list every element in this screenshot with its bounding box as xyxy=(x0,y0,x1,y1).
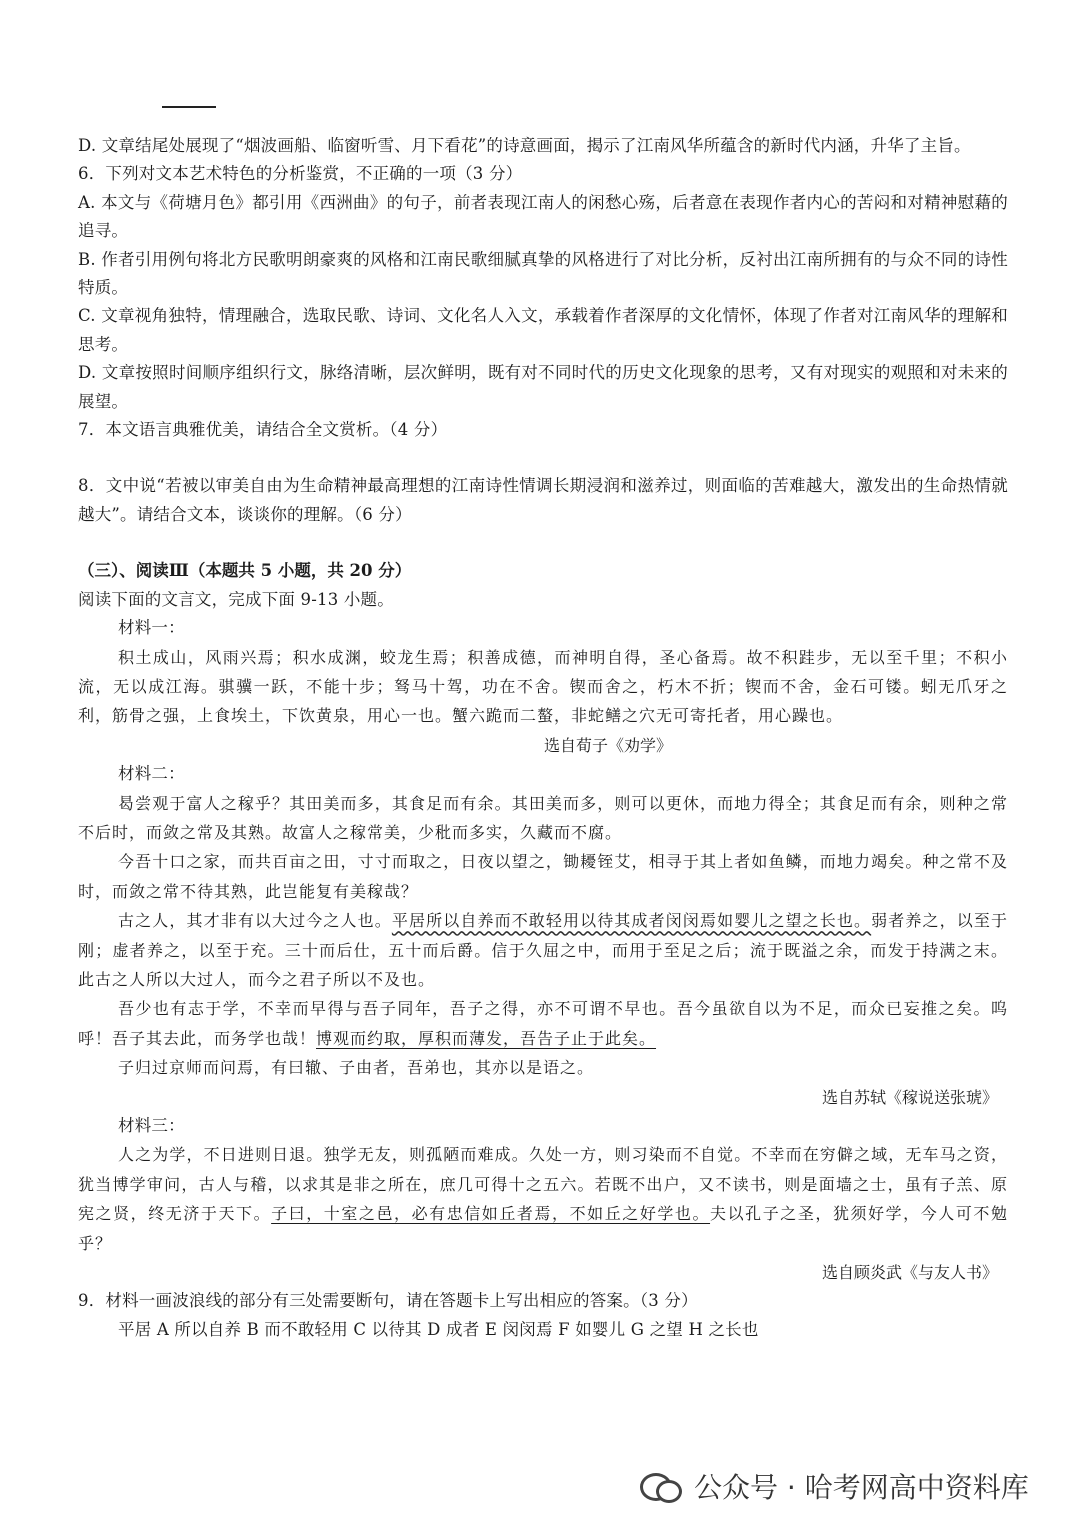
q9-stem: 9．材料一画波浪线的部分有三处需要断句，请在答题卡上写出相应的答案。（3 分） xyxy=(78,1291,698,1311)
q5-option-d: D. 文章结尾处展现了“烟波画船、临窗听雪、月下看花”的诗意画面，揭示了江南风华所蕴含的新时代内涵，升华了主旨。 xyxy=(78,136,971,155)
q9-sentence-options: 平居 A 所以自养 B 而不敢轻用 C 以待其 D 成者 E 闵闵焉 F 如婴儿 G 之望 H 之长也 xyxy=(118,1319,759,1339)
material2-para3-tail: 弱者养之，以至于刚；虚者养之，以至于充。三十而后仕，五十而后爵。信于久屈之中，而用于至足之后；流于既溢之余，而发于持满之末。此古之人所以大过人，而今之君子所以不及也。 xyxy=(78,911,1008,989)
material2-para3 xyxy=(78,906,1008,994)
material3-label: 材料三： xyxy=(118,1116,185,1135)
q6-option-b: B. 作者引用例句将北方民歌明朗豪爽的风格和江南民歌细腻真挚的风格进行了对比分析，反衬出江南所拥有的与众不同的诗性特质。 xyxy=(78,249,1008,298)
q7-stem: 7．本文语言典雅优美，请结合全文赏析。（4 分） xyxy=(78,420,448,440)
material2-para5: 子归过京师而问焉，有曰辙、子由者，吾弟也，其亦以是语之。 xyxy=(118,1058,595,1078)
material1-label: 材料一： xyxy=(118,618,185,638)
material2-source: 选自苏轼《稼说送张琥》 xyxy=(821,1087,998,1107)
underlined-sentence-2: 子曰，十室之邑，必有忠信如丘者焉，不如丘之好学也。 xyxy=(271,1204,711,1224)
material1-source: 选自荀子《劝学》 xyxy=(544,735,673,755)
section3-intro: 阅读下面的文言文，完成下面 9-13 小题。 xyxy=(78,589,394,609)
material1-text: 积土成山，风雨兴焉；积水成渊，蛟龙生焉；积善成德，而神明自得，圣心备焉。故不积跬步，无以至千里；不积小流，无以成江海。骐骥一跃，不能十步；驽马十驾，功在不舍。锲而舍之，朽木不折；锲而不舍，金石可镂。蚓无爪牙之利，筋骨之强，上食埃土，下饮黄泉，用心一也。蟹六跪而二螯，非蛇鳝之穴无可寄托者，用心躁也。 xyxy=(78,647,1008,726)
material2-label: 材料二： xyxy=(118,764,185,784)
section3-title: （三）、阅读Ⅲ（本题共 5 小题，共 20 分） xyxy=(78,561,412,581)
material2-para1: 曷尝观于富人之稼乎？其田美而多，其食足而有余。其田美而多，则可以更休，而地力得全；其食足而有余，则种之常不后时，而敛之常及其熟。故富人之稼常美，少秕而多实，久藏而不腐。 xyxy=(78,793,1008,842)
material3-para1 xyxy=(78,1140,1008,1258)
material3-para1-tail: 夫以孔子之圣，犹须好学，今人可不勉乎？ xyxy=(78,1204,1008,1253)
material3-para1-lead: 人之为学，不日进则日退。独学无友，则孤陋而难成。久处一方，则习染而不自觉。不幸而在穷僻之域，无车马之资，犹当博学审问，古人与稽，以求其是非之所在，庶几可得十之五六。若既不出户，又不读书，则是面墙之士，虽有子羔、原宪之贤，终无济于天下。 xyxy=(78,1145,1008,1224)
q6-option-d: D. 文章按照时间顺序组织行文，脉络清晰，层次鲜明，既有对不同时代的历史文化现象的思考，又有对现实的观照和对未来的展望。 xyxy=(78,363,1008,411)
wechat-watermark xyxy=(640,1466,1029,1506)
wechat-icon xyxy=(640,1471,682,1501)
q6-option-c: C. 文章视角独特，情理融合，选取民歌、诗词、文化名人入文，承载着作者深厚的文化情怀，体现了作者对江南风华的理解和思考。 xyxy=(78,306,1008,354)
material3-source: 选自顾炎武《与友人书》 xyxy=(821,1263,998,1283)
underlined-sentence-1: 博观而约取，厚积而薄发，吾告子止于此矣。 xyxy=(316,1028,657,1048)
wavy-underlined-sentence: 平居所以自养而不敢轻用以待其成者闵闵焉如婴儿之望之长也。 xyxy=(391,911,872,931)
material2-para4 xyxy=(78,994,1008,1053)
material2-para4-lead: 吾少也有志于学，不幸而早得与吾子同年，吾子之得，亦不可谓不早也。吾今虽欲自以为不足，而众已妄推之矣。呜呼！吾子其去此，而务学也哉！ xyxy=(78,999,1008,1048)
q6-option-a: A. 本文与《荷塘月色》都引用《西洲曲》的句子，前者表现江南人的闲愁心殇，后者意在表现作者内心的苦闷和对精神慰藉的追寻。 xyxy=(78,192,1008,241)
watermark-text: 公众号 · 哈考网高中资料库 xyxy=(694,1471,1029,1504)
material2-para2: 今吾十口之家，而共百亩之田，寸寸而取之，日夜以望之，锄耰铚艾，相寻于其上者如鱼鳞，而地力竭矣。种之常不及时，而敛之常不待其熟，此岂能复有美稼哉？ xyxy=(78,852,1008,901)
document-page xyxy=(78,100,1008,1344)
q6-stem: 6．下列对文本艺术特色的分析鉴赏，不正确的一项（3 分） xyxy=(78,164,523,184)
material2-para3-lead: 古之人，其才非有以大过今之人也。 xyxy=(118,911,392,931)
q8-stem: 8．文中说“若被以审美自由为生命精神最高理想的江南诗性情调长期浸润和滋养过，则面临的苦难越大，激发出的生命热情就越大”。请结合文本，谈谈你的理解。（6 分） xyxy=(78,476,1008,524)
